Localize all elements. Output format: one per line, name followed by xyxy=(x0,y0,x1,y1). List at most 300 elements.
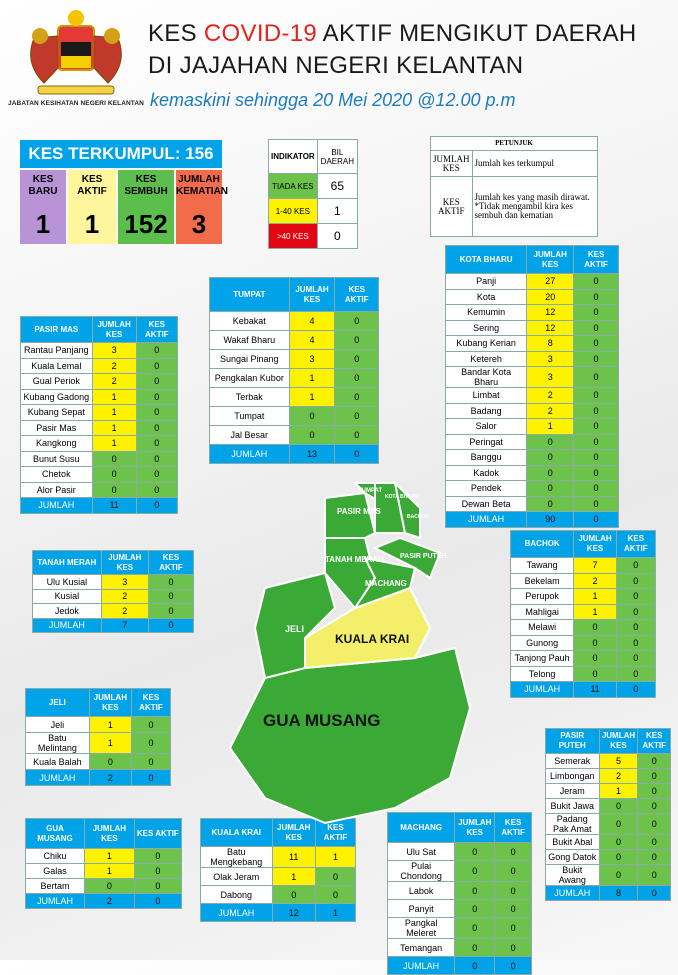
cases-total: 2 xyxy=(599,769,638,784)
cases-active: 0 xyxy=(335,312,379,331)
cases-active: 0 xyxy=(134,849,181,864)
cases-active: 0 xyxy=(136,358,177,374)
table-row xyxy=(511,573,656,589)
table-row xyxy=(210,312,379,331)
cases-active: 0 xyxy=(638,799,671,814)
cases-total: 0 xyxy=(527,434,574,450)
locality-name: Bandar Kota Bharu xyxy=(446,367,527,388)
cases-total: 1 xyxy=(574,604,616,620)
cases-total: 1 xyxy=(92,436,136,452)
total-label: JUMLAH xyxy=(546,886,600,901)
cases-total: 0 xyxy=(599,835,638,850)
cases-active: 0 xyxy=(574,465,619,481)
table-row xyxy=(511,651,656,667)
table-row xyxy=(511,589,656,605)
total-cases: 13 xyxy=(289,445,335,464)
cases-active: 0 xyxy=(574,367,619,388)
col-jumlah: JUMLAH KES xyxy=(272,819,315,847)
table-row xyxy=(511,558,656,574)
cases-active: 0 xyxy=(616,651,655,667)
cases-active: 0 xyxy=(136,374,177,390)
total-label: JUMLAH xyxy=(21,498,93,514)
cases-active: 0 xyxy=(495,882,532,900)
total-active: 0 xyxy=(136,498,177,514)
cases-total: 0 xyxy=(574,651,616,667)
table-row xyxy=(446,450,619,466)
table-row xyxy=(210,407,379,426)
cases-active: 0 xyxy=(574,274,619,290)
locality-name: Ulu Sat xyxy=(388,843,455,861)
table-row xyxy=(21,389,178,405)
cases-active: 0 xyxy=(136,451,177,467)
total-active: 0 xyxy=(134,894,181,909)
cases-active: 0 xyxy=(136,420,177,436)
recovered-box: KES SEMBUH 152 xyxy=(118,170,174,244)
locality-name: Bukit Abal xyxy=(546,835,600,850)
locality-name: Kubang Kerian xyxy=(446,336,527,352)
locality-name: Labok xyxy=(388,882,455,900)
cases-active: 0 xyxy=(574,305,619,321)
table-row xyxy=(446,419,619,435)
total-label: JUMLAH xyxy=(26,770,90,786)
cases-total: 1 xyxy=(92,405,136,421)
locality-name: Kuala Lemal xyxy=(21,358,93,374)
locality-name: Bekelam xyxy=(511,573,574,589)
cases-active: 0 xyxy=(131,733,170,754)
total-cases: 2 xyxy=(89,770,131,786)
locality-name: Temangan xyxy=(388,939,455,957)
table-row xyxy=(21,374,178,390)
table-row xyxy=(21,405,178,421)
new-cases-box: KES BARU 1 xyxy=(20,170,66,244)
cumulative-summary xyxy=(20,140,229,244)
map-label-tanah-merah: TANAH MERAH xyxy=(325,555,384,564)
map-label-bachok: BACHOK xyxy=(407,514,429,520)
map-label-pasir-mas: PASIR MAS xyxy=(337,507,381,516)
locality-name: Jedok xyxy=(33,604,102,619)
cases-active: 0 xyxy=(638,754,671,769)
district-name: GUA MUSANG xyxy=(26,819,85,849)
table-row xyxy=(21,451,178,467)
table-row xyxy=(21,467,178,483)
locality-name: Kuala Balah xyxy=(26,754,90,770)
table-bachok xyxy=(510,530,656,698)
total-row xyxy=(26,770,171,786)
locality-name: Gunong xyxy=(511,635,574,651)
cases-total: 0 xyxy=(89,754,131,770)
table-row xyxy=(446,336,619,352)
cases-active: 0 xyxy=(574,351,619,367)
cases-total: 0 xyxy=(289,426,335,445)
cases-total: 0 xyxy=(527,450,574,466)
locality-name: Ulu Kusial xyxy=(33,575,102,590)
total-row xyxy=(388,957,532,975)
col-jumlah: JUMLAH KES xyxy=(599,729,638,754)
cases-active: 0 xyxy=(616,620,655,636)
locality-name: Limbongan xyxy=(546,769,600,784)
col-aktif: KES AKTIF xyxy=(495,813,532,843)
cases-total: 1 xyxy=(85,864,135,879)
col-jumlah: JUMLAH KES xyxy=(574,531,616,558)
total-cases: 7 xyxy=(101,618,148,633)
col-jumlah: JUMLAH KES xyxy=(92,317,136,343)
cases-active: 0 xyxy=(574,434,619,450)
cases-active: 0 xyxy=(638,814,671,835)
cases-total: 1 xyxy=(289,388,335,407)
cases-active: 0 xyxy=(136,389,177,405)
map-label-jeli: JELI xyxy=(285,624,305,634)
table-tanah-merah xyxy=(32,550,194,633)
table-row xyxy=(446,388,619,404)
cases-total: 2 xyxy=(574,573,616,589)
cases-total: 0 xyxy=(289,407,335,426)
map-label-pasir-puteh: PASIR PUTEH xyxy=(400,553,447,560)
table-row xyxy=(446,305,619,321)
locality-name: Tanjong Pauh xyxy=(511,651,574,667)
total-row xyxy=(210,445,379,464)
cases-active: 0 xyxy=(574,388,619,404)
cases-total: 0 xyxy=(527,496,574,512)
locality-name: Dabong xyxy=(201,886,273,904)
table-row xyxy=(511,604,656,620)
total-cases: 8 xyxy=(599,886,638,901)
total-row xyxy=(201,904,356,922)
district-name: KUALA KRAI xyxy=(201,819,273,847)
indicator-legend: INDIKATOR BIL DAERAH TIADA KES 65 1-40 KES 1 >40 KES 0 xyxy=(268,139,358,249)
total-label: JUMLAH xyxy=(446,512,527,528)
table-row xyxy=(446,320,619,336)
total-active: 0 xyxy=(574,512,619,528)
cases-total: 1 xyxy=(527,419,574,435)
locality-name: Kubang Sepat xyxy=(21,405,93,421)
table-row xyxy=(446,434,619,450)
locality-name: Tawang xyxy=(511,558,574,574)
col-jumlah: JUMLAH KES xyxy=(89,689,131,717)
total-row xyxy=(546,886,671,901)
col-jumlah: JUMLAH KES xyxy=(85,819,135,849)
table-row xyxy=(511,666,656,682)
table-row xyxy=(546,850,671,865)
cases-active: 0 xyxy=(315,886,355,904)
table-row xyxy=(33,575,194,590)
total-row xyxy=(511,682,656,698)
district-name: TANAH MERAH xyxy=(33,551,102,575)
agency-name: JABATAN KESIHATAN NEGERI KELANTAN xyxy=(8,100,144,107)
cases-total: 1 xyxy=(272,868,315,886)
locality-name: Bukit Awang xyxy=(546,865,600,886)
col-aktif: KES AKTIF xyxy=(148,551,193,575)
map-label-tumpat: TUMPAT xyxy=(358,488,383,494)
cases-total: 1 xyxy=(574,589,616,605)
locality-name: Panji xyxy=(446,274,527,290)
kelantan-map xyxy=(225,478,490,828)
cases-total: 2 xyxy=(527,403,574,419)
cases-total: 3 xyxy=(289,350,335,369)
table-row xyxy=(26,717,171,733)
cases-active: 0 xyxy=(335,350,379,369)
table-row xyxy=(446,351,619,367)
cases-active: 0 xyxy=(638,865,671,886)
cases-active: 0 xyxy=(335,331,379,350)
total-cases: 11 xyxy=(92,498,136,514)
state-crest-logo xyxy=(14,8,138,112)
total-label: JUMLAH xyxy=(26,894,85,909)
locality-name: Chetok xyxy=(21,467,93,483)
locality-name: Kota xyxy=(446,289,527,305)
locality-name: Bukit Jawa xyxy=(546,799,600,814)
cases-total: 12 xyxy=(527,305,574,321)
col-aktif: KES AKTIF xyxy=(134,819,181,849)
locality-name: Panyit xyxy=(388,900,455,918)
table-row xyxy=(546,784,671,799)
locality-name: Melawi xyxy=(511,620,574,636)
table-machang xyxy=(387,812,532,975)
cases-active: 0 xyxy=(131,717,170,733)
cases-active: 0 xyxy=(148,589,193,604)
total-active: 1 xyxy=(315,904,355,922)
cases-active: 0 xyxy=(638,769,671,784)
locality-name: Pulai Chondong xyxy=(388,861,455,882)
cases-active: 0 xyxy=(335,388,379,407)
cases-total: 20 xyxy=(527,289,574,305)
table-row xyxy=(388,939,532,957)
table-row xyxy=(210,426,379,445)
table-row xyxy=(201,886,356,904)
total-active: 0 xyxy=(335,445,379,464)
table-row xyxy=(546,835,671,850)
cases-active: 0 xyxy=(148,604,193,619)
table-row xyxy=(546,814,671,835)
col-aktif: KES AKTIF xyxy=(335,278,379,312)
locality-name: Rantau Panjang xyxy=(21,343,93,359)
locality-name: Kangkong xyxy=(21,436,93,452)
district-name: JELI xyxy=(26,689,90,717)
cases-total: 0 xyxy=(574,635,616,651)
locality-name: Semerak xyxy=(546,754,600,769)
table-jeli xyxy=(25,688,171,786)
district-name: MACHANG xyxy=(388,813,455,843)
district-name: KOTA BHARU xyxy=(446,246,527,274)
cases-total: 1 xyxy=(599,784,638,799)
total-row xyxy=(33,618,194,633)
cases-total: 3 xyxy=(527,367,574,388)
locality-name: Badang xyxy=(446,403,527,419)
locality-name: Peringat xyxy=(446,434,527,450)
cases-total: 0 xyxy=(85,879,135,894)
table-row xyxy=(511,620,656,636)
table-gua-musang xyxy=(25,818,182,909)
cases-total: 1 xyxy=(92,389,136,405)
cases-total: 2 xyxy=(92,358,136,374)
table-row xyxy=(201,847,356,868)
locality-name: Jal Besar xyxy=(210,426,290,445)
cases-total: 1 xyxy=(92,420,136,436)
total-active: 0 xyxy=(495,957,532,975)
table-row xyxy=(26,754,171,770)
locality-name: Chiku xyxy=(26,849,85,864)
col-aktif: KES AKTIF xyxy=(315,819,355,847)
total-label: JUMLAH xyxy=(388,957,455,975)
col-aktif: KES AKTIF xyxy=(574,246,619,274)
update-date: kemaskini sehingga 20 Mei 2020 @12.00 p.m xyxy=(150,90,516,110)
cases-active: 0 xyxy=(315,868,355,886)
table-row xyxy=(446,367,619,388)
table-row xyxy=(210,350,379,369)
locality-name: Sering xyxy=(446,320,527,336)
cases-total: 0 xyxy=(455,843,495,861)
locality-name: Kusial xyxy=(33,589,102,604)
cases-active: 0 xyxy=(616,573,655,589)
cases-active: 0 xyxy=(574,481,619,497)
col-jumlah: JUMLAH KES xyxy=(455,813,495,843)
table-row xyxy=(446,403,619,419)
table-row xyxy=(26,864,182,879)
map-label-kuala-krai: KUALA KRAI xyxy=(335,632,410,646)
cases-active: 0 xyxy=(136,343,177,359)
cases-total: 27 xyxy=(527,274,574,290)
cases-total: 8 xyxy=(527,336,574,352)
locality-name: Tumpat xyxy=(210,407,290,426)
locality-name: Telong xyxy=(511,666,574,682)
locality-name: Kubang Gadong xyxy=(21,389,93,405)
total-label: JUMLAH xyxy=(210,445,290,464)
cases-active: 0 xyxy=(136,436,177,452)
table-kuala-krai xyxy=(200,818,356,922)
cases-total: 0 xyxy=(455,918,495,939)
locality-name: Jeli xyxy=(26,717,90,733)
locality-name: Limbat xyxy=(446,388,527,404)
district-name: PASIR PUTEH xyxy=(546,729,600,754)
cases-active: 0 xyxy=(616,589,655,605)
locality-name: Sungai Pinang xyxy=(210,350,290,369)
table-row xyxy=(546,754,671,769)
col-jumlah: JUMLAH KES xyxy=(101,551,148,575)
locality-name: Galas xyxy=(26,864,85,879)
total-label: JUMLAH xyxy=(511,682,574,698)
col-aktif: KES AKTIF xyxy=(136,317,177,343)
cases-active: 0 xyxy=(335,426,379,445)
table-row xyxy=(446,289,619,305)
map-label-machang: MACHANG xyxy=(365,579,407,588)
table-row xyxy=(21,343,178,359)
total-cases: 2 xyxy=(85,894,135,909)
total-cases: 11 xyxy=(574,682,616,698)
locality-name: Mahligai xyxy=(511,604,574,620)
cases-total: 11 xyxy=(272,847,315,868)
cases-total: 0 xyxy=(455,882,495,900)
locality-name: Kadok xyxy=(446,465,527,481)
cases-active: 0 xyxy=(136,405,177,421)
cases-total: 0 xyxy=(455,900,495,918)
cases-active: 0 xyxy=(616,604,655,620)
cases-total: 0 xyxy=(527,481,574,497)
total-row xyxy=(26,894,182,909)
cases-total: 1 xyxy=(89,717,131,733)
cases-active: 0 xyxy=(638,850,671,865)
locality-name: Pangkal Meleret xyxy=(388,918,455,939)
locality-name: Terbak xyxy=(210,388,290,407)
table-row xyxy=(21,436,178,452)
district-name: TUMPAT xyxy=(210,278,290,312)
cases-total: 0 xyxy=(599,865,638,886)
cases-total: 0 xyxy=(92,482,136,498)
table-row xyxy=(21,482,178,498)
cases-total: 3 xyxy=(527,351,574,367)
cases-total: 1 xyxy=(89,733,131,754)
cases-active: 0 xyxy=(574,403,619,419)
cases-total: 0 xyxy=(455,861,495,882)
table-row xyxy=(26,733,171,754)
col-aktif: KES AKTIF xyxy=(616,531,655,558)
cases-active: 0 xyxy=(131,754,170,770)
map-label-kota-bharu: KOTA BHARU xyxy=(385,494,419,500)
cases-active: 0 xyxy=(134,879,181,894)
cases-total: 7 xyxy=(574,558,616,574)
cases-active: 0 xyxy=(335,369,379,388)
cases-total: 12 xyxy=(527,320,574,336)
total-active: 0 xyxy=(148,618,193,633)
table-row xyxy=(33,604,194,619)
total-cases: 12 xyxy=(272,904,315,922)
cases-active: 0 xyxy=(495,861,532,882)
table-row xyxy=(388,918,532,939)
locality-name: Gual Periok xyxy=(21,374,93,390)
locality-name: Pasir Mas xyxy=(21,420,93,436)
locality-name: Batu Melintang xyxy=(26,733,90,754)
table-pasir-puteh xyxy=(545,728,671,901)
district-name: BACHOK xyxy=(511,531,574,558)
locality-name: Salor xyxy=(446,419,527,435)
cases-active: 0 xyxy=(136,482,177,498)
petunjuk-legend: PETUNJUK JUMLAH KES Jumlah kes terkumpul KES AKTIF Jumlah kes yang masih dirawat. *Tidak mengambil kira kes sembuh dan kematian xyxy=(430,136,598,237)
locality-name: Bunut Susu xyxy=(21,451,93,467)
cases-active: 0 xyxy=(638,835,671,850)
table-row xyxy=(26,879,182,894)
table-row xyxy=(388,882,532,900)
cases-total: 0 xyxy=(574,620,616,636)
total-cases: 90 xyxy=(527,512,574,528)
locality-name: Kebakat xyxy=(210,312,290,331)
total-active: 0 xyxy=(131,770,170,786)
cases-total: 0 xyxy=(455,939,495,957)
cases-active: 0 xyxy=(616,666,655,682)
cases-total: 4 xyxy=(289,312,335,331)
table-row xyxy=(446,274,619,290)
cumulative-heading: KES TERKUMPUL: 156 xyxy=(20,140,222,168)
col-jumlah: JUMLAH KES xyxy=(289,278,335,312)
table-pasir-mas xyxy=(20,316,178,514)
cases-total: 1 xyxy=(85,849,135,864)
cases-active: 0 xyxy=(136,467,177,483)
cases-active: 0 xyxy=(495,843,532,861)
cases-total: 0 xyxy=(527,465,574,481)
table-row xyxy=(201,868,356,886)
locality-name: Alor Pasir xyxy=(21,482,93,498)
cases-active: 0 xyxy=(495,900,532,918)
cases-total: 5 xyxy=(599,754,638,769)
cases-total: 0 xyxy=(574,666,616,682)
col-aktif: KES AKTIF xyxy=(131,689,170,717)
total-label: JUMLAH xyxy=(201,904,273,922)
cases-active: 0 xyxy=(574,336,619,352)
cases-active: 0 xyxy=(574,496,619,512)
district-name: PASIR MAS xyxy=(21,317,93,343)
cases-active: 0 xyxy=(574,419,619,435)
cases-total: 0 xyxy=(599,850,638,865)
locality-name: Perupok xyxy=(511,589,574,605)
cases-total: 0 xyxy=(92,451,136,467)
cases-total: 2 xyxy=(527,388,574,404)
